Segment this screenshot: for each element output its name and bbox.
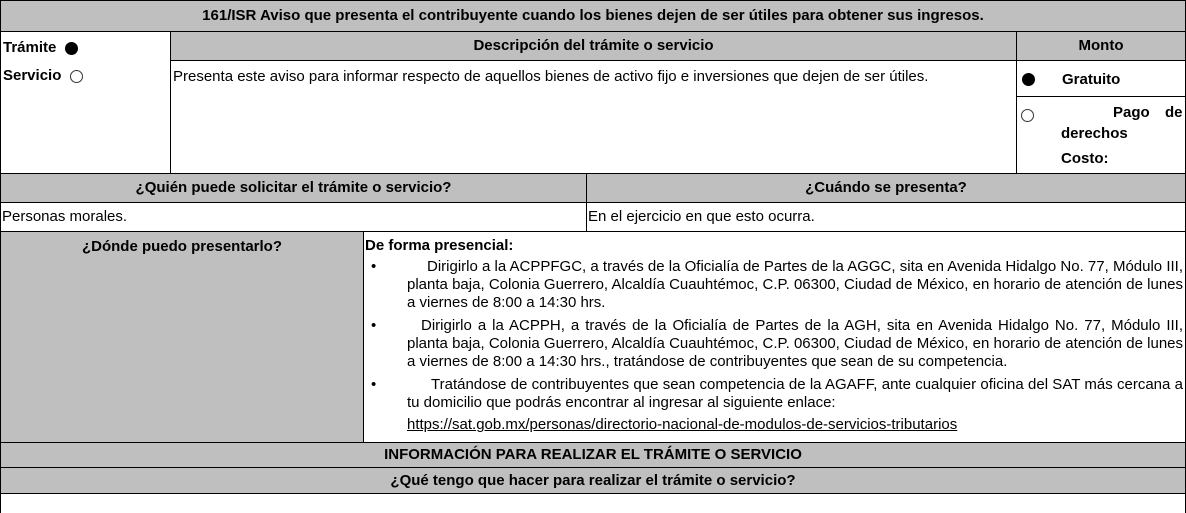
pago-word-2: de (1165, 104, 1183, 121)
radio-selected-icon (1022, 73, 1035, 86)
servicio-option (3, 67, 83, 84)
monto-gratuito-cell (1016, 60, 1186, 97)
gratuito-label: Gratuito (1062, 71, 1121, 88)
donde-heading (0, 231, 364, 443)
tramite-label: Trámite (3, 39, 57, 56)
list-item-text: Dirigirlo a la ACPPFGC, a través de la Oficialía de Partes de la AGGC, sita en Avenida Hidalgo No. 77, Módulo III, planta baja, Colonia Guerrero, Alcaldía Cuauhtémoc, C.P. 06300, Ciudad de México, en horario de atención de lunes a viernes de 8:00 a 14:30 hrs. (407, 258, 1183, 311)
cuando-heading: ¿Cuándo se presenta? (586, 173, 1186, 203)
costo-label: Costo: (1061, 150, 1109, 167)
quien-heading: ¿Quién puede solicitar el trámite o servicio? (0, 173, 587, 203)
descripcion-heading: Descripción del trámite o servicio (170, 31, 1017, 61)
table-title: 161/ISR Aviso que presenta el contribuyente cuando los bienes dejen de ser útiles para obtener sus ingresos. (0, 0, 1186, 32)
donde-subheading: De forma presencial: (365, 237, 514, 254)
info-answer-row (0, 493, 1186, 513)
donde-heading-text: ¿Dónde puedo presentarlo? (81, 238, 282, 255)
radio-unselected-icon (1021, 109, 1034, 122)
quien-value: Personas morales. (0, 202, 587, 232)
cuando-value: En el ejercicio en que esto ocurra. (586, 202, 1186, 232)
bullet-icon: • (371, 317, 377, 334)
pago-word-1: Pago (1113, 104, 1150, 121)
info-heading: INFORMACIÓN PARA REALIZAR EL TRÁMITE O SERVICIO (0, 442, 1186, 468)
descripcion-text: Presenta este aviso para informar respecto de aquellos bienes de activo fijo e inversiones que dejen de ser útiles. (173, 68, 929, 85)
list-item-text: Dirigirlo a la ACPPH, a través de la Oficialía de Partes de la AGH, sita en Avenida Hidalgo No. 77, Módulo III, planta baja, Colonia Guerrero, Alcaldía Cuauhtémoc, C.P. 06300, Ciudad de México, en horario de atención de lunes a viernes de 8:00 a 14:30 hrs., tratándose de contribuyentes que sean de su competencia. (407, 317, 1183, 370)
directorio-link[interactable]: https://sat.gob.mx/personas/directorio-nacional-de-modulos-de-servicios-tributarios (407, 416, 958, 433)
list-item-text: Tratándose de contribuyentes que sean competencia de la AGAFF, ante cualquier oficina del SAT más cercana a tu domicilio que podrás encontrar al ingresar al siguiente enlace: (407, 376, 1183, 411)
list-item (364, 258, 1183, 312)
radio-selected-icon (65, 42, 78, 55)
donde-link-row (364, 416, 1185, 433)
bullet-icon: • (371, 258, 377, 275)
monto-pago-cell (1016, 96, 1186, 174)
info-question: ¿Qué tengo que hacer para realizar el trámite o servicio? (0, 467, 1186, 494)
tipo-cell (0, 31, 171, 174)
donde-cell (363, 231, 1186, 443)
radio-unselected-icon (70, 70, 83, 83)
bullet-icon: • (371, 376, 377, 393)
list-item (364, 376, 1183, 412)
donde-list (364, 258, 1185, 412)
monto-heading: Monto (1016, 31, 1186, 61)
servicio-label: Servicio (3, 67, 62, 84)
list-item (364, 317, 1183, 371)
tramite-option (3, 39, 78, 56)
descripcion-cell (170, 60, 1017, 174)
pago-word-3: derechos (1061, 125, 1128, 142)
